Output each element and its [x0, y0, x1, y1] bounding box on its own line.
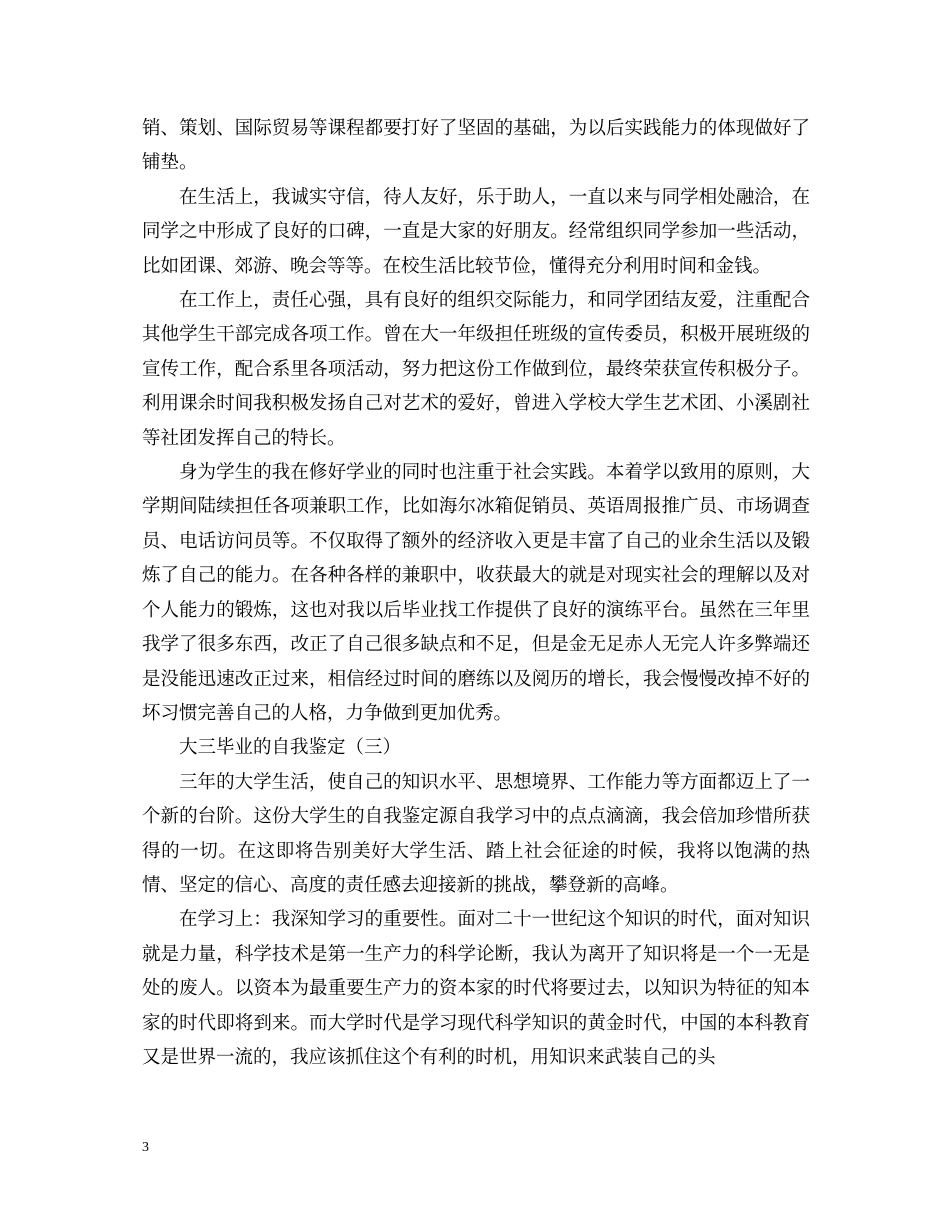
paragraph-work: 在工作上，责任心强，具有良好的组织交际能力，和同学团结友爱，注重配合其他学生干部完成各项工作。曾在大一年级担任班级的宣传委员，积极开展班级的宣传工作，配合系里各项活动，努力把这份工作做到位，最终荣获宣传积极分子。利用课余时间我积极发扬自己对艺术的爱好，曾进入学校大学生艺术团、小溪剧社等社团发挥自己的特长。	[142, 290, 810, 449]
document-body	[142, 112, 810, 1075]
paragraph-practice: 身为学生的我在修好学业的同时也注重于社会实践。本着学以致用的原则，大学期间陆续担任各项兼职工作，比如海尔冰箱促销员、英语周报推广员、市场调查员、电话访问员等。不仅取得了额外的经济收入更是丰富了自己的业余生活以及锻炼了自己的能力。在各种各样的兼职中，收获最大的就是对现实社会的理解以及对个人能力的锻炼，这也对我以后毕业找工作提供了良好的演练平台。虽然在三年里我学了很多东西，改正了自己很多缺点和不足，但是金无足赤人无完人许多弊端还是没能迅速改正过来，相信经过时间的磨练以及阅历的增长，我会慢慢改掉不好的坏习惯完善自己的人格，力争做到更加优秀。	[142, 462, 810, 724]
page-number: 3	[142, 1140, 149, 1155]
paragraph-intro: 三年的大学生活，使自己的知识水平、思想境界、工作能力等方面都迈上了一个新的台阶。这份大学生的自我鉴定源自我学习中的点点滴滴，我会倍加珍惜所获得的一切。在这即将告别美好大学生活、踏上社会征途的时候，我将以饱满的热情、坚定的信心、高度的责任感去迎接新的挑战，攀登新的高峰。	[142, 771, 810, 896]
section-heading: 大三毕业的自我鉴定（三）	[179, 737, 402, 759]
paragraph-study: 在学习上：我深知学习的重要性。面对二十一世纪这个知识的时代，面对知识就是力量，科学技术是第一生产力的科学论断，我认为离开了知识将是一个一无是处的废人。以资本为最重要生产力的资本家的时代将要过去，以知识为特征的知本家的时代即将到来。而大学时代是学习现代科学知识的黄金时代，中国的本科教育又是世界一流的，我应该抓住这个有利的时机，用知识来武装自己的头	[142, 909, 810, 1068]
paragraph-continuation: 销、策划、国际贸易等课程都要打好了坚固的基础，为以后实践能力的体现做好了铺垫。	[142, 118, 810, 174]
paragraph-life: 在生活上，我诚实守信，待人友好，乐于助人，一直以来与同学相处融洽，在同学之中形成了良好的口碑，一直是大家的好朋友。经常组织同学参加一些活动，比如团课、郊游、晚会等等。在校生活比较节俭，懂得充分利用时间和金钱。	[142, 186, 810, 277]
